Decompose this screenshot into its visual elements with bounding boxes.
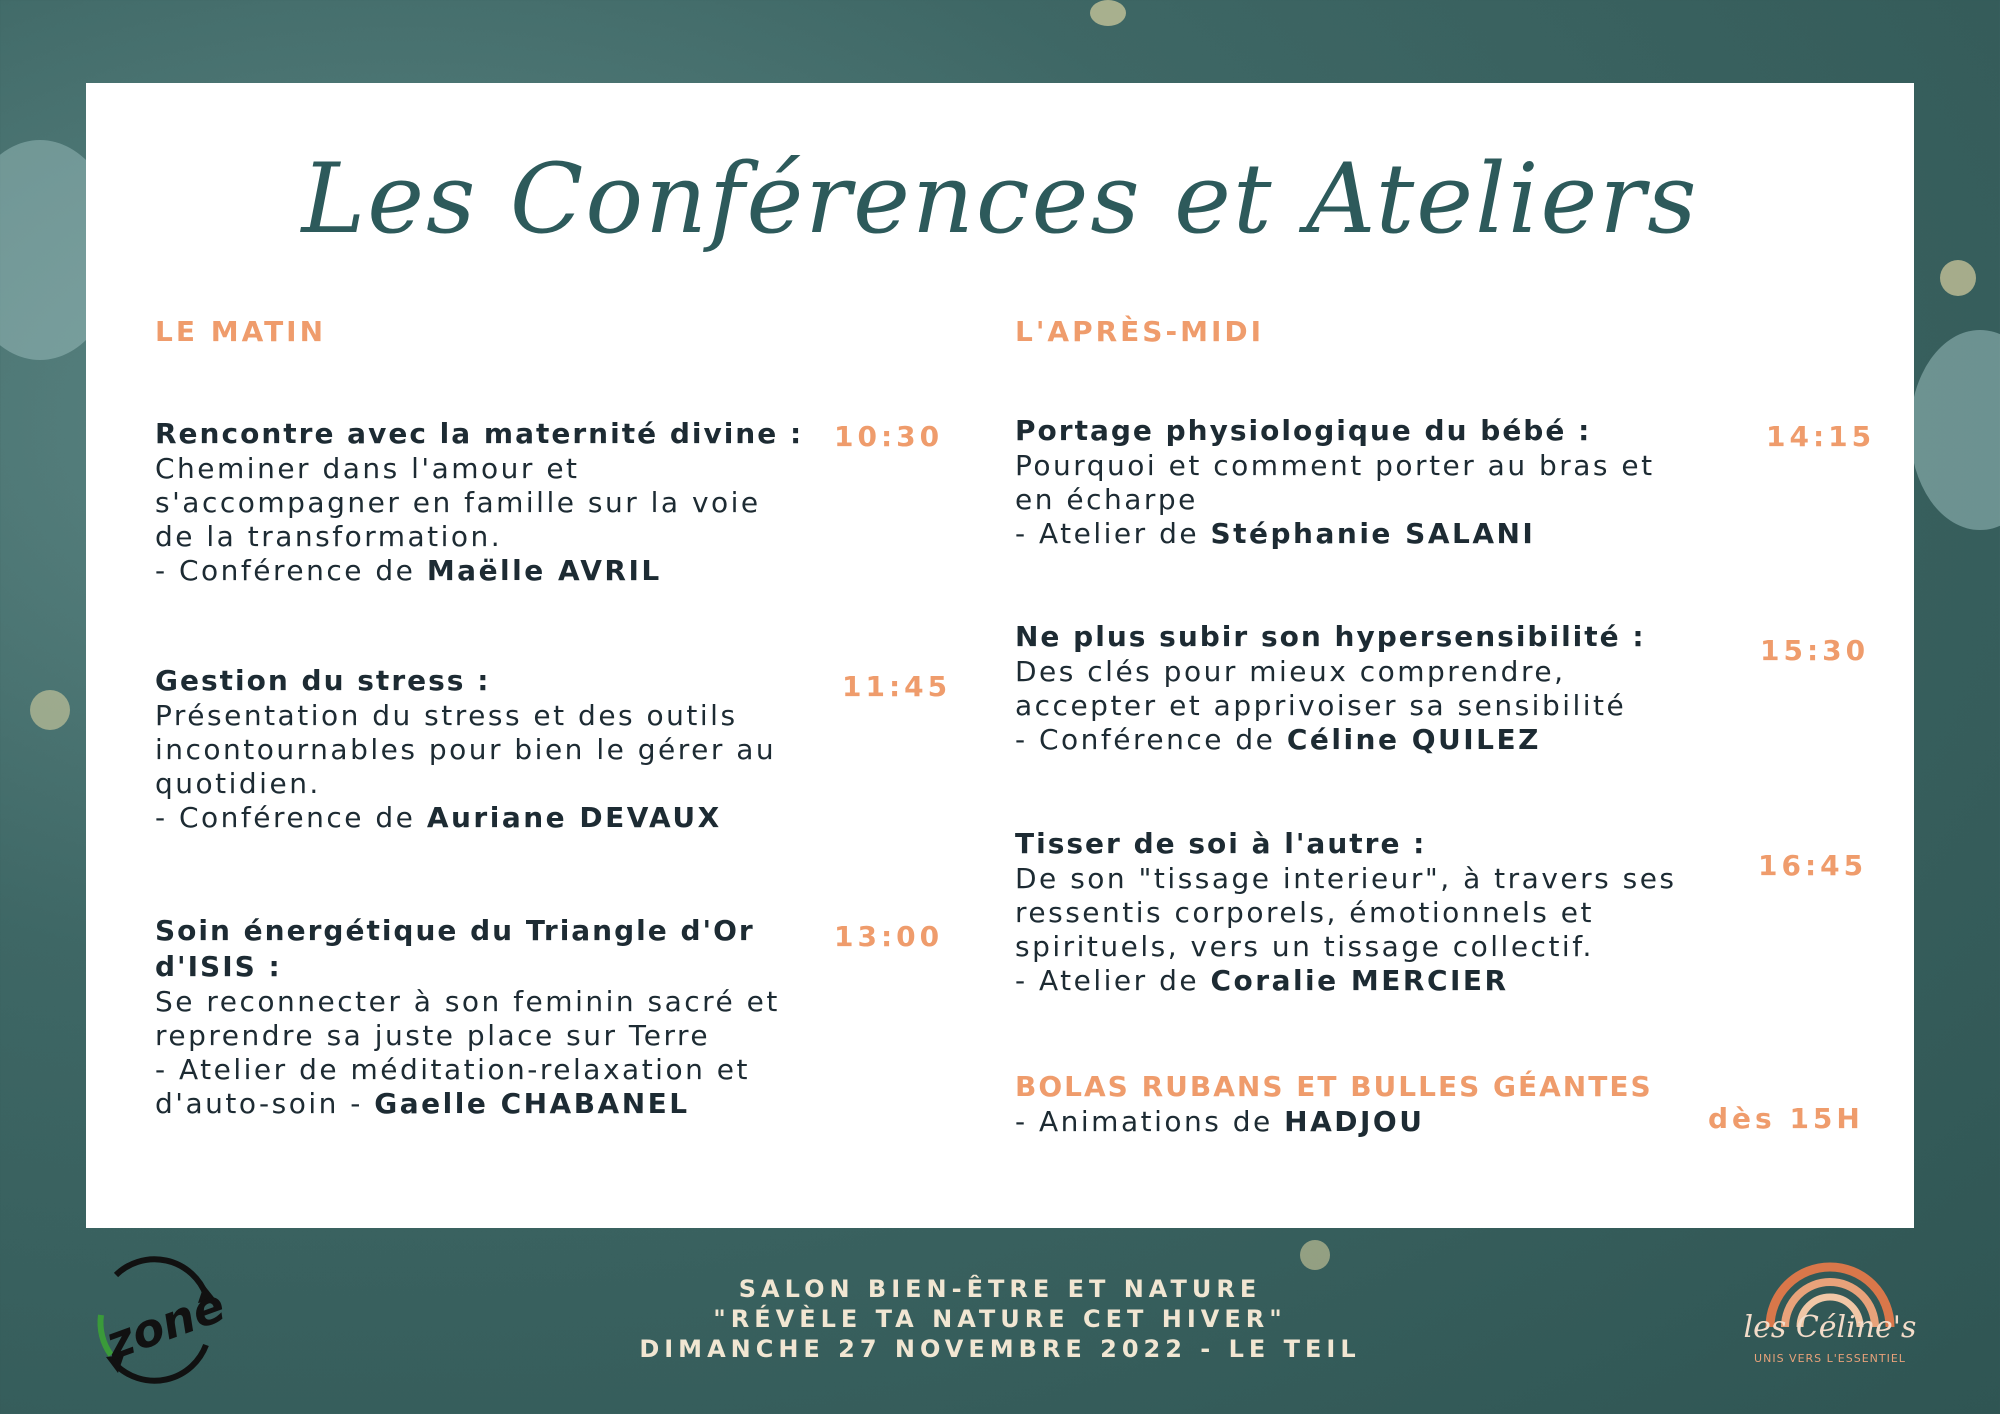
speaker-name: Auriane DEVAUX xyxy=(426,801,722,834)
footer-line-3: DIMANCHE 27 NOVEMBRE 2022 - LE TEIL xyxy=(639,1335,1361,1363)
item-desc-line: De son "tissage interieur", à travers ses xyxy=(1015,862,1677,895)
item-speaker: - Conférence de Auriane DEVAUX xyxy=(155,801,722,834)
item-title: Rencontre avec la maternité divine : xyxy=(155,417,804,450)
item-speaker: - Atelier de Coralie MERCIER xyxy=(1015,964,1509,997)
item-title: Tisser de soi à l'autre : xyxy=(1015,827,1427,860)
bokeh-decoration xyxy=(1090,0,1126,26)
item-desc-line: - Atelier de méditation-relaxation et xyxy=(155,1053,750,1086)
item-speaker: - Conférence de Maëlle AVRIL xyxy=(155,554,662,587)
event-footer xyxy=(0,1274,2000,1364)
bokeh-decoration xyxy=(1910,330,2000,530)
speaker-name: Stéphanie SALANI xyxy=(1210,517,1536,550)
speaker-name: Maëlle AVRIL xyxy=(426,554,662,587)
bokeh-decoration xyxy=(1300,1240,1330,1270)
footer-line-1: SALON BIEN-ÊTRE ET NATURE xyxy=(738,1275,1262,1303)
item-desc-line: en écharpe xyxy=(1015,483,1198,516)
morning-heading: LE MATIN xyxy=(155,315,327,348)
item-title: Ne plus subir son hypersensibilité : xyxy=(1015,620,1646,653)
item-desc-line: de la transformation. xyxy=(155,520,503,553)
afternoon-item-2 xyxy=(1015,619,1815,757)
item-desc-line: s'accompagner en famille sur la voie xyxy=(155,486,761,519)
item-title: Gestion du stress : xyxy=(155,664,491,697)
afternoon-heading: L'APRÈS-MIDI xyxy=(1015,315,1265,348)
item-desc-line: spirituels, vers un tissage collectif. xyxy=(1015,930,1594,963)
afternoon-special xyxy=(1015,1069,1735,1139)
time-label: 11:45 xyxy=(842,670,952,703)
item-speaker: - Conférence de Céline QUILEZ xyxy=(1015,723,1541,756)
les-celines-logo xyxy=(1730,1252,1930,1392)
item-desc-line: reprendre sa juste place sur Terre xyxy=(155,1019,711,1052)
item-desc-line: Pourquoi et comment porter au bras et xyxy=(1015,449,1655,482)
speaker-name: Gaelle CHABANEL xyxy=(374,1087,690,1120)
item-title: Soin énergétique du Triangle d'Or xyxy=(155,914,755,947)
speaker-name: Coralie MERCIER xyxy=(1210,964,1509,997)
afternoon-item-1 xyxy=(1015,413,1815,551)
item-desc-line: ressentis corporels, émotionnels et xyxy=(1015,896,1594,929)
time-label: 14:15 xyxy=(1766,420,1876,453)
speaker-name: HADJOU xyxy=(1284,1105,1425,1138)
zone-logo-text: zone xyxy=(98,1277,232,1371)
item-desc-line: Se reconnecter à son feminin sacré et xyxy=(155,985,780,1018)
bokeh-decoration xyxy=(1940,260,1976,296)
afternoon-item-3 xyxy=(1015,826,1815,998)
item-speaker: - Atelier de Stéphanie SALANI xyxy=(1015,517,1536,550)
time-label: dès 15H xyxy=(1708,1102,1864,1135)
schedule-card xyxy=(86,83,1914,1228)
item-speaker: - Animations de HADJOU xyxy=(1015,1105,1425,1138)
time-label: 13:00 xyxy=(834,920,944,953)
item-desc-line: incontournables pour bien le gérer au xyxy=(155,733,777,766)
item-desc-line: Des clés pour mieux comprendre, xyxy=(1015,655,1566,688)
item-desc-line: Cheminer dans l'amour et xyxy=(155,452,580,485)
logo-subtitle: UNIS VERS L'ESSENTIEL xyxy=(1754,1352,1906,1365)
time-label: 15:30 xyxy=(1760,634,1870,667)
item-speaker: d'auto-soin - Gaelle CHABANEL xyxy=(155,1087,690,1120)
time-label: 16:45 xyxy=(1758,849,1868,882)
logo-name: les Céline's xyxy=(1743,1310,1917,1345)
special-title: BOLAS RUBANS ET BULLES GÉANTES xyxy=(1015,1070,1653,1103)
item-title: d'ISIS : xyxy=(155,950,282,983)
item-desc-line: quotidien. xyxy=(155,767,321,800)
item-desc-line: Présentation du stress et des outils xyxy=(155,699,738,732)
bokeh-decoration xyxy=(30,690,70,730)
page-title: Les Conférences et Ateliers xyxy=(301,143,1699,255)
time-label: 10:30 xyxy=(834,420,944,453)
item-title: Portage physiologique du bébé : xyxy=(1015,414,1592,447)
morning-item-2 xyxy=(155,663,955,835)
footer-line-2: "RÉVÈLE TA NATURE CET HIVER" xyxy=(713,1305,1287,1333)
speaker-name: Céline QUILEZ xyxy=(1286,723,1541,756)
item-desc-line: accepter et apprivoiser sa sensibilité xyxy=(1015,689,1627,722)
